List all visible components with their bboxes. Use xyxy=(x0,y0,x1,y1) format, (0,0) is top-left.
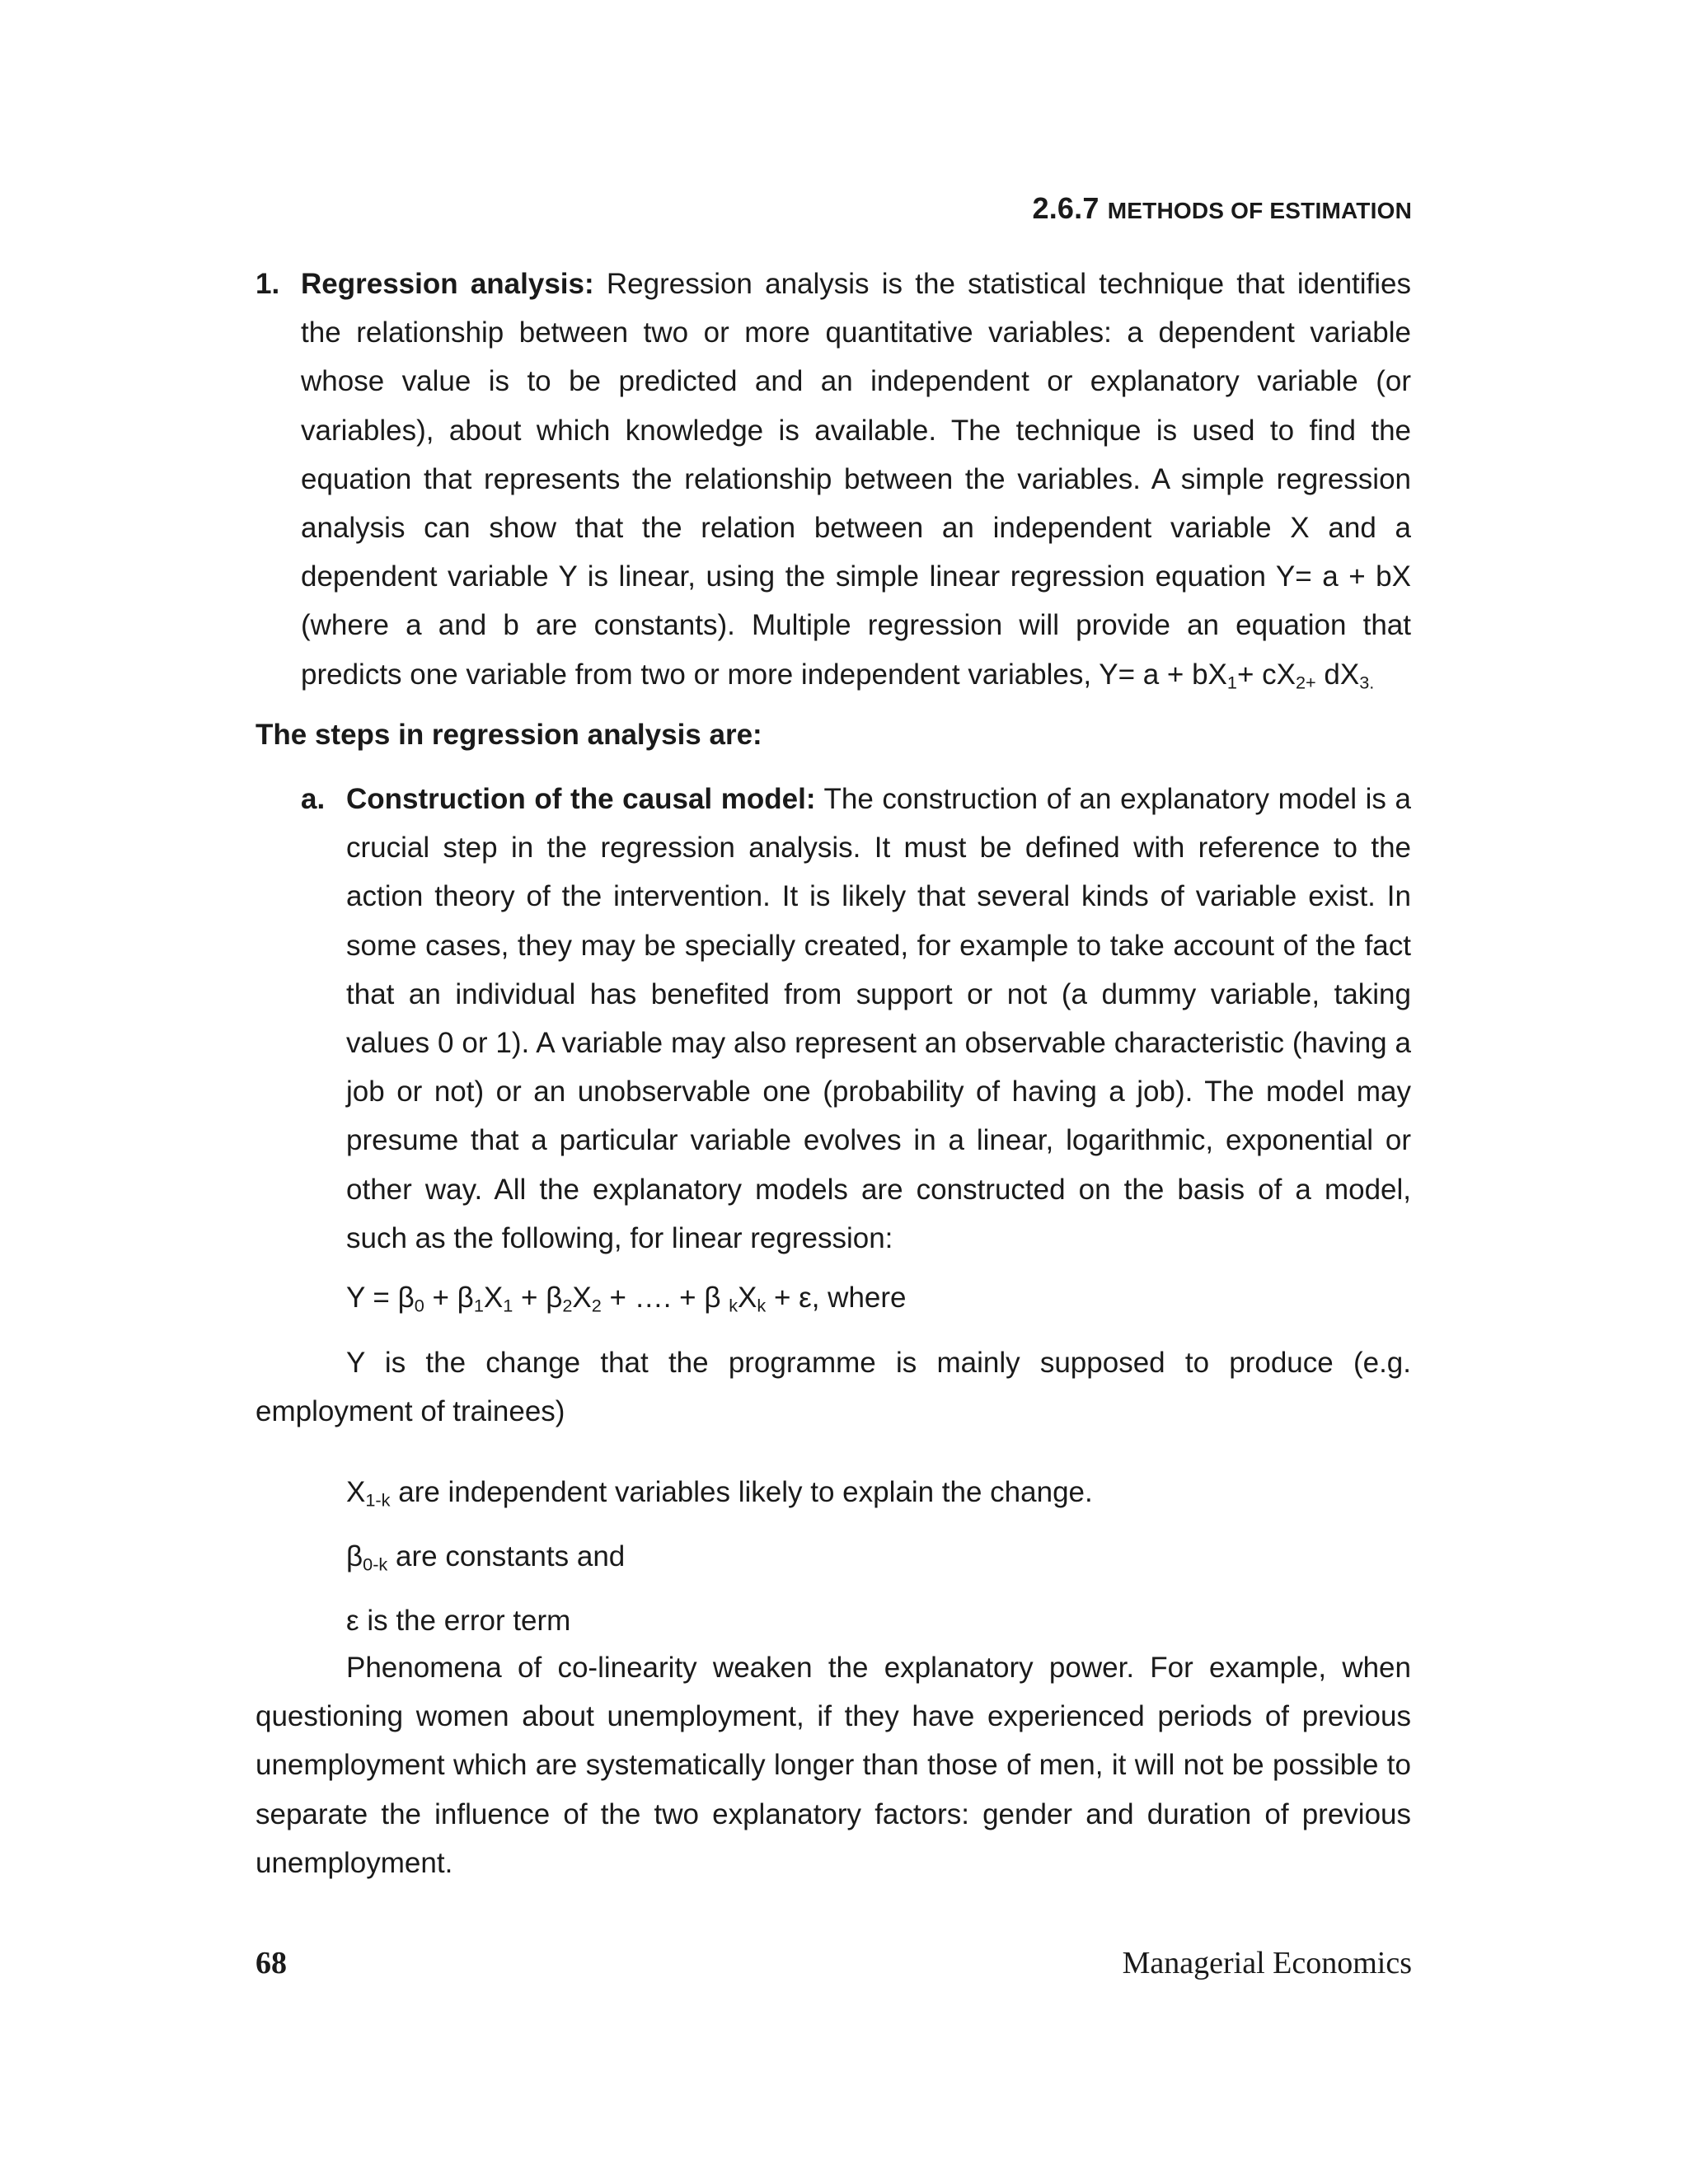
subscript: 3. xyxy=(1359,672,1375,693)
equation-term: + ε, where xyxy=(766,1282,907,1314)
book-title: Managerial Economics xyxy=(1122,1946,1412,1980)
section-number: 2.6.7 xyxy=(1032,191,1108,225)
subscript: 2+ xyxy=(1295,672,1316,693)
linear-regression-equation xyxy=(346,1273,907,1322)
equation-term: dX xyxy=(1315,658,1360,691)
equation-term: Y = β xyxy=(346,1282,415,1314)
equation-term: X xyxy=(483,1282,504,1314)
equation-term: + …. + β xyxy=(601,1282,729,1314)
subscript: 1 xyxy=(1226,672,1237,693)
regression-analysis-item xyxy=(256,260,1411,699)
section-heading xyxy=(1032,191,1412,226)
item-text: The construction of an explanatory model is a crucial step in the regression analysis. It must be defined with reference to the action theory of the intervention. It is likely that several kinds of variable exist. In some cases, they may be specially created, for example to take account of the fact that an individual has benefited from support or not (a dummy variable, taking values 0 or 1). A variable may also represent an observable characteristic (having a job or not) or an unobservable one (probability of having a job). The model may presume that a particular variable evolves in a linear, logarithmic, exponential or other way. All the explanatory models are constructed on the basis of a model, such as the following, for linear regression: xyxy=(346,783,1411,1254)
multiple-regression-equation: Y= a + bX xyxy=(1099,658,1227,691)
section-title: METHODS OF ESTIMATION xyxy=(1107,198,1412,223)
symbol: X xyxy=(346,1476,366,1508)
item-term: Regression analysis: xyxy=(301,268,594,300)
steps-heading: The steps in regression analysis are: xyxy=(256,719,762,751)
causal-model-item xyxy=(301,775,1411,1263)
definition-text: are constants and xyxy=(387,1540,626,1572)
subscript: 1 xyxy=(473,1295,484,1316)
item-number: 1. xyxy=(256,268,280,300)
subscript: 2 xyxy=(562,1295,573,1316)
item-body xyxy=(301,260,1411,699)
equation-term: X xyxy=(572,1282,592,1314)
error-term-definition: ε is the error term xyxy=(346,1605,571,1637)
colinearity-paragraph: Phenomena of co-linearity weaken the explanatory power. For example, when questioning women about unemployment, if they have experienced periods of previous unemployment which are systematically longer than those of men, it will not be possible to separate the influence of the two explanatory factors: gender and duration of previous unemployment. xyxy=(256,1652,1411,1879)
equation-term: + cX xyxy=(1236,658,1296,691)
symbol: β xyxy=(346,1540,363,1572)
page-number: 68 xyxy=(256,1946,287,1980)
equation-term: + β xyxy=(513,1282,563,1314)
item-body xyxy=(346,775,1411,1263)
subscript: 1-k xyxy=(365,1489,391,1511)
x-definition xyxy=(346,1468,1093,1516)
subscript: 1 xyxy=(503,1295,513,1316)
equation-term: + β xyxy=(424,1282,474,1314)
subscript: 2 xyxy=(591,1295,602,1316)
definition-text: are independent variables likely to explain the change. xyxy=(390,1476,1093,1508)
y-definition: Y is the change that the programme is mainly supposed to produce (e.g. employment of trainees) xyxy=(256,1347,1411,1428)
item-text: Regression analysis is the statistical technique that identifies the relationship between two or more quantitative variables: a dependent variable whose value is to be predicted and an independent or explanatory variable (or variables), about which knowledge is available. The technique is used to find the equation that represents the relationship between the variables. A simple regression analysis can show that the relation between an independent variable X and a dependent variable Y is linear, using the simple linear regression equation Y= a + bX (where a and b are constants). Multiple regression will provide an equation that predicts one variable from two or more independent variables, xyxy=(301,268,1412,691)
subscript: 0 xyxy=(414,1295,424,1316)
equation-term: X xyxy=(738,1282,757,1314)
beta-definition xyxy=(346,1532,625,1581)
subscript: k xyxy=(729,1295,738,1316)
subscript: 0-k xyxy=(363,1554,388,1575)
item-letter: a. xyxy=(301,783,326,815)
item-term: Construction of the causal model: xyxy=(346,783,816,815)
subscript: k xyxy=(757,1295,767,1316)
